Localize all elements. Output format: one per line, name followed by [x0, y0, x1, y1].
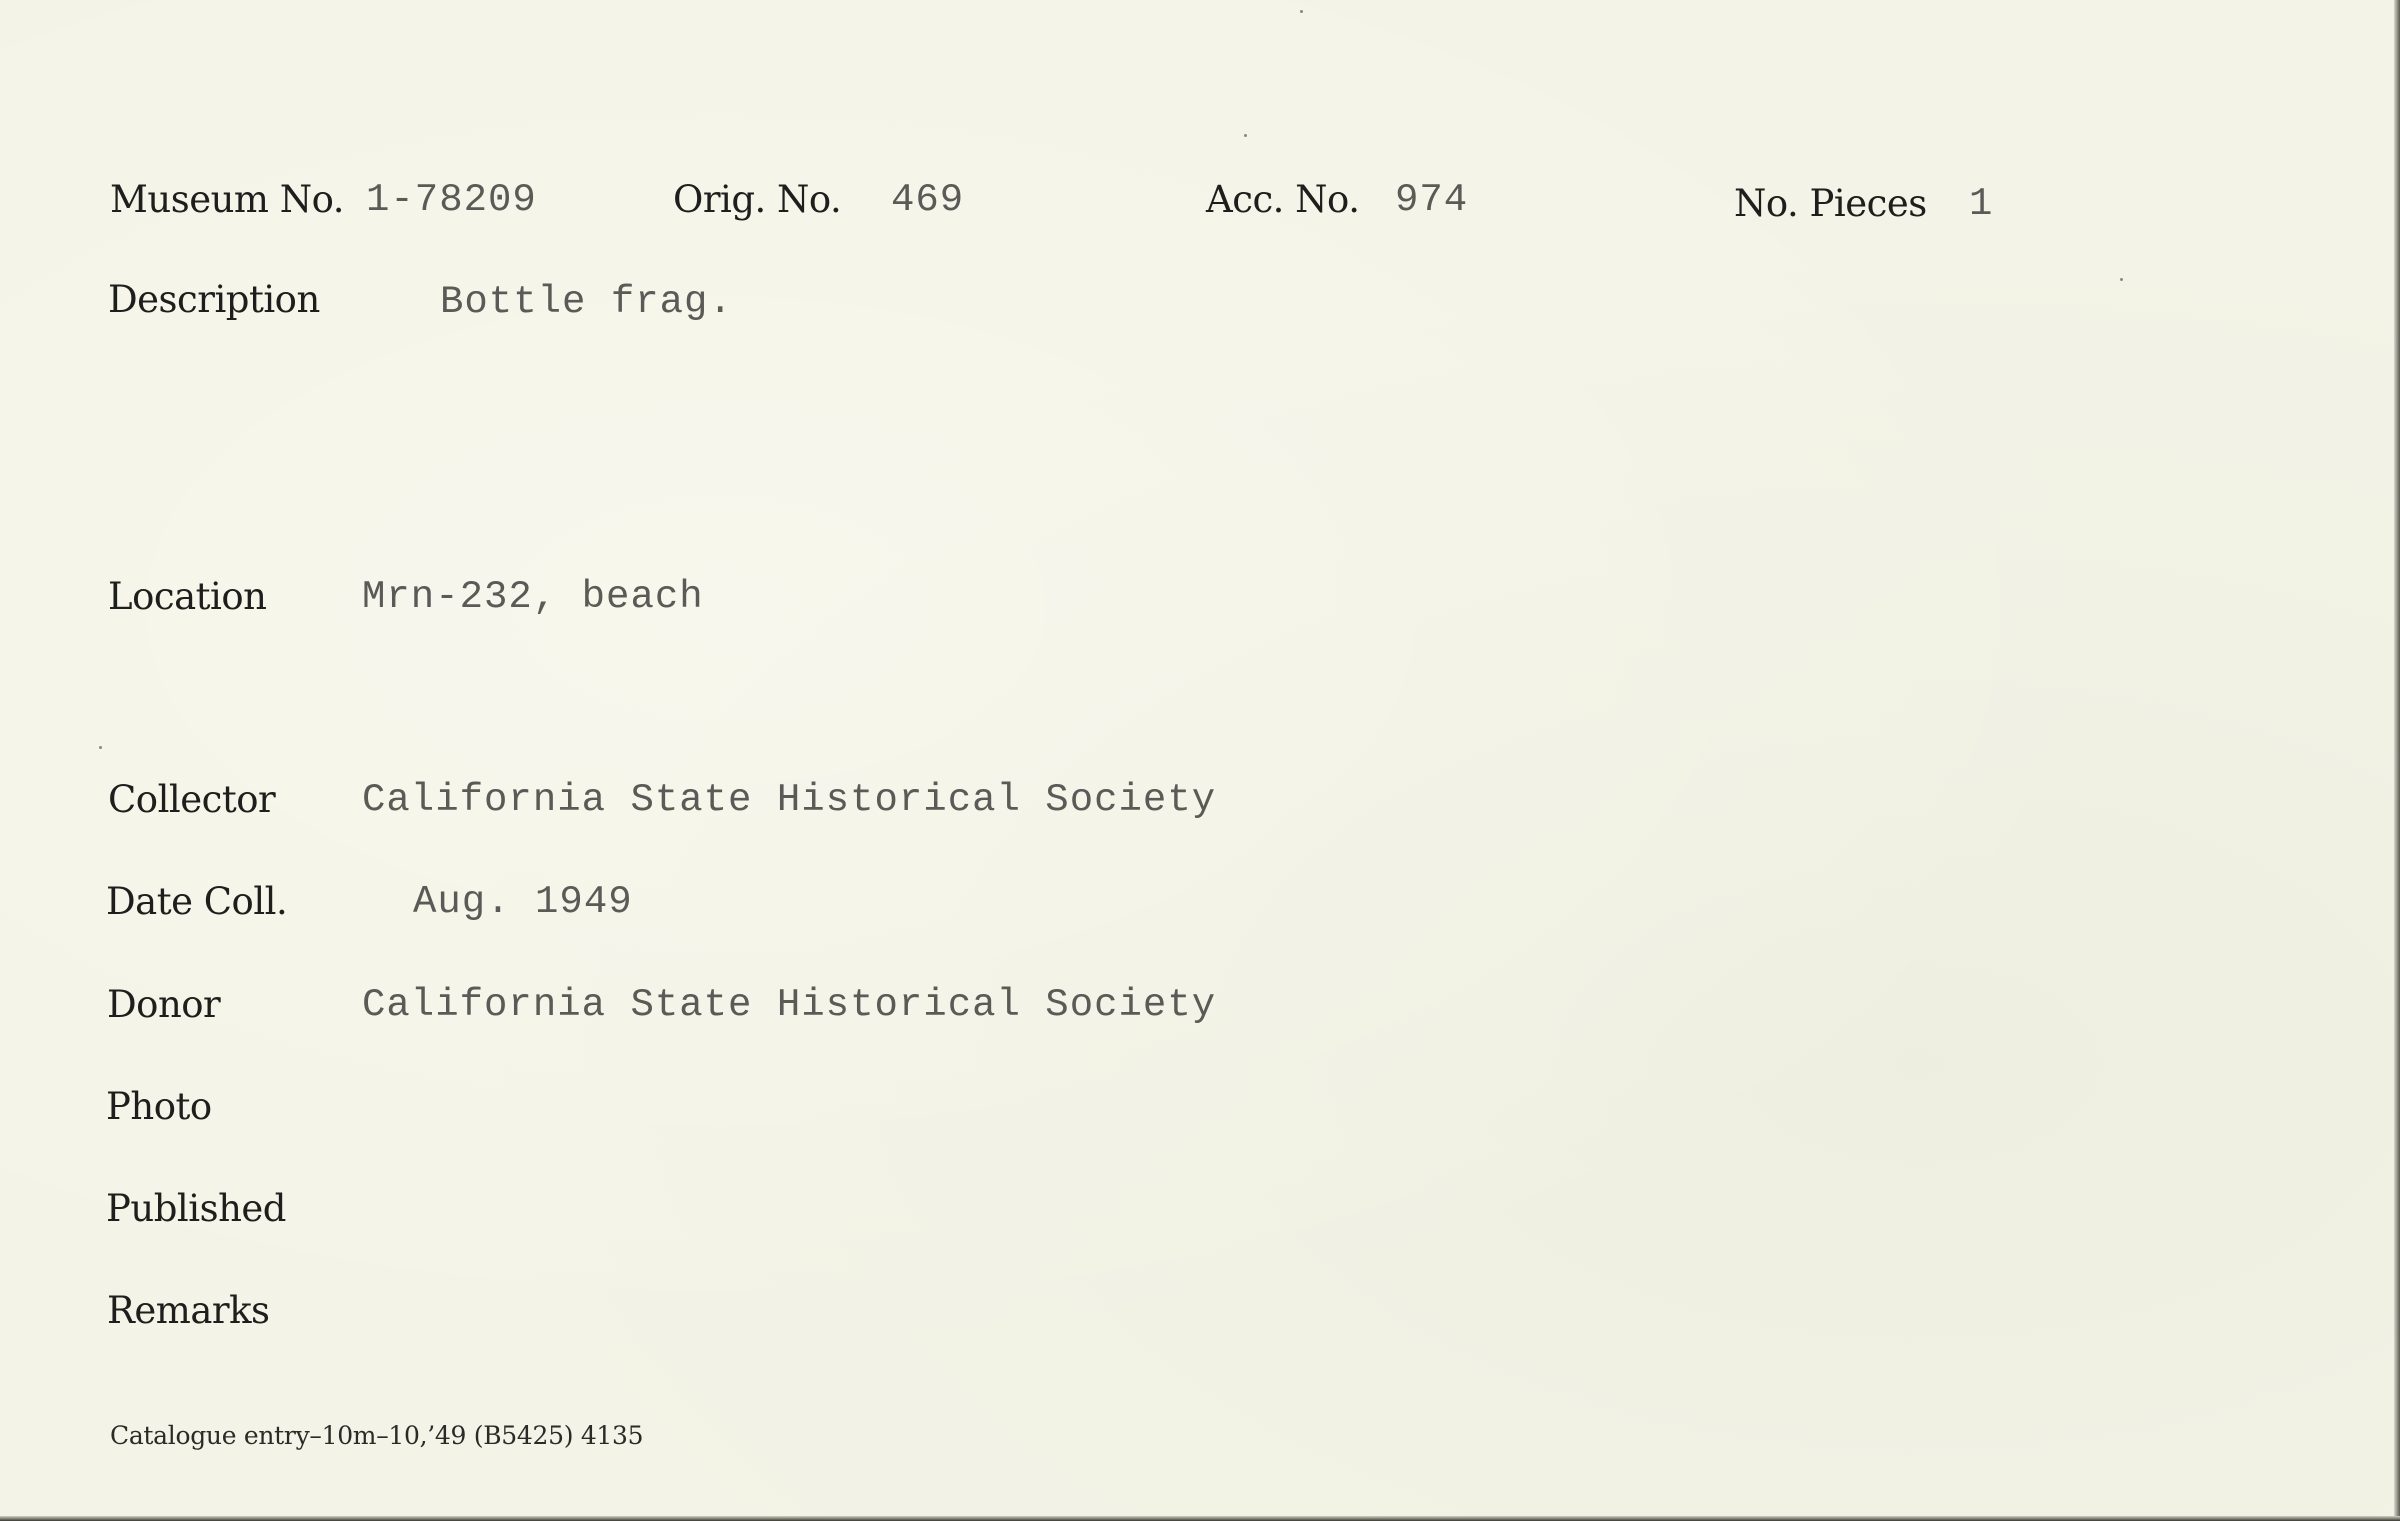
- date-coll-value: Aug. 1949: [413, 880, 633, 924]
- acc-no-value: 974: [1395, 178, 1469, 222]
- paper-speck: [99, 746, 102, 749]
- description-value: Bottle frag.: [440, 280, 733, 324]
- museum-no-label: Museum No.: [110, 178, 345, 221]
- no-pieces-value: 1: [1969, 182, 1994, 226]
- donor-label: Donor: [107, 983, 221, 1026]
- location-label: Location: [108, 575, 267, 618]
- paper-speck: [1300, 10, 1303, 13]
- card-right-edge: [2394, 0, 2400, 1521]
- orig-no-label: Orig. No.: [673, 178, 842, 221]
- museum-no-value: 1-78209: [366, 178, 537, 222]
- date-coll-label: Date Coll.: [106, 880, 288, 923]
- collector-value: California State Historical Society: [362, 778, 1217, 822]
- photo-label: Photo: [106, 1085, 212, 1128]
- orig-no-value: 469: [891, 178, 965, 222]
- remarks-label: Remarks: [107, 1289, 270, 1332]
- paper-speck: [1244, 134, 1247, 137]
- card-bottom-edge: [0, 1516, 2400, 1521]
- catalogue-footer: Catalogue entry–10m–10,’49 (B5425) 4135: [110, 1421, 644, 1450]
- no-pieces-label: No. Pieces: [1734, 182, 1927, 225]
- acc-no-label: Acc. No.: [1206, 178, 1360, 221]
- donor-value: California State Historical Society: [362, 983, 1217, 1027]
- paper-speck: [2120, 278, 2123, 281]
- description-label: Description: [108, 278, 320, 321]
- published-label: Published: [106, 1187, 286, 1230]
- collector-label: Collector: [108, 778, 276, 821]
- location-value: Mrn-232, beach: [362, 575, 704, 619]
